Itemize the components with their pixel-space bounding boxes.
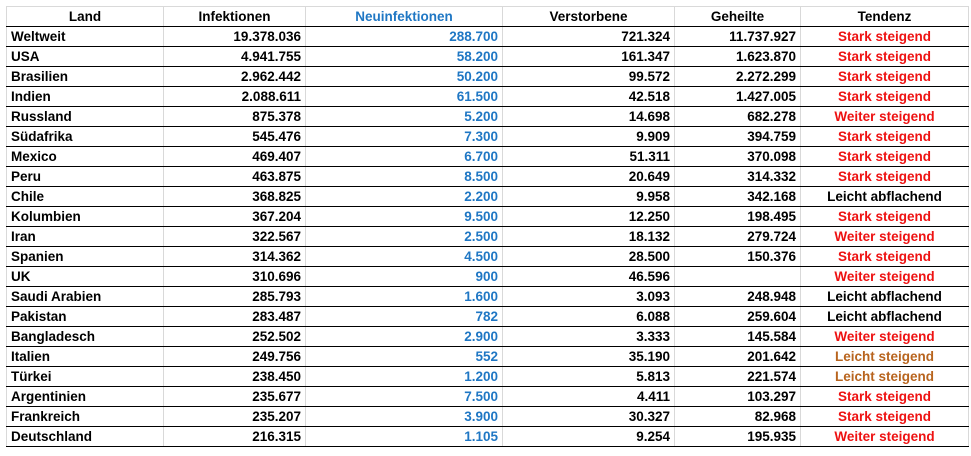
infektionen-cell: 875.378 — [164, 107, 306, 127]
table-row — [7, 127, 969, 147]
header-tendenz: Tendenz — [801, 7, 969, 27]
table-row — [7, 287, 969, 307]
neuinfektionen-cell: 7.500 — [306, 387, 503, 407]
neuinfektionen-cell: 1.105 — [306, 427, 503, 447]
neuinfektionen-cell: 552 — [306, 347, 503, 367]
country-cell: Russland — [7, 107, 164, 127]
verstorbene-cell: 9.958 — [503, 187, 675, 207]
neuinfektionen-cell: 50.200 — [306, 67, 503, 87]
verstorbene-cell: 46.596 — [503, 267, 675, 287]
verstorbene-cell: 18.132 — [503, 227, 675, 247]
table-row — [7, 227, 969, 247]
infektionen-cell: 367.204 — [164, 207, 306, 227]
neuinfektionen-cell: 900 — [306, 267, 503, 287]
verstorbene-cell: 721.324 — [503, 27, 675, 47]
verstorbene-cell: 99.572 — [503, 67, 675, 87]
tendenz-cell: Stark steigend — [801, 167, 969, 187]
tendenz-cell: Weiter steigend — [801, 267, 969, 287]
country-cell: Saudi Arabien — [7, 287, 164, 307]
table-row — [7, 367, 969, 387]
geheilte-cell: 82.968 — [675, 407, 801, 427]
infektionen-cell: 4.941.755 — [164, 47, 306, 67]
table-row — [7, 207, 969, 227]
verstorbene-cell: 14.698 — [503, 107, 675, 127]
geheilte-cell: 259.604 — [675, 307, 801, 327]
table-row — [7, 167, 969, 187]
geheilte-cell: 342.168 — [675, 187, 801, 207]
neuinfektionen-cell: 9.500 — [306, 207, 503, 227]
geheilte-cell: 221.574 — [675, 367, 801, 387]
tendenz-cell: Stark steigend — [801, 127, 969, 147]
verstorbene-cell: 42.518 — [503, 87, 675, 107]
neuinfektionen-cell: 58.200 — [306, 47, 503, 67]
infektionen-cell: 310.696 — [164, 267, 306, 287]
infektionen-cell: 19.378.036 — [164, 27, 306, 47]
tendenz-cell: Leicht abflachend — [801, 307, 969, 327]
country-cell: Brasilien — [7, 67, 164, 87]
country-cell: Peru — [7, 167, 164, 187]
table-row — [7, 107, 969, 127]
country-cell: Pakistan — [7, 307, 164, 327]
country-cell: USA — [7, 47, 164, 67]
tendenz-cell: Stark steigend — [801, 27, 969, 47]
geheilte-cell: 145.584 — [675, 327, 801, 347]
geheilte-cell: 11.737.927 — [675, 27, 801, 47]
infektionen-cell: 469.407 — [164, 147, 306, 167]
country-cell: Spanien — [7, 247, 164, 267]
header-infektionen: Infektionen — [164, 7, 306, 27]
verstorbene-cell: 161.347 — [503, 47, 675, 67]
geheilte-cell: 1.623.870 — [675, 47, 801, 67]
verstorbene-cell: 4.411 — [503, 387, 675, 407]
geheilte-cell: 150.376 — [675, 247, 801, 267]
neuinfektionen-cell: 4.500 — [306, 247, 503, 267]
geheilte-cell: 370.098 — [675, 147, 801, 167]
verstorbene-cell: 5.813 — [503, 367, 675, 387]
infektionen-cell: 283.487 — [164, 307, 306, 327]
geheilte-cell: 195.935 — [675, 427, 801, 447]
neuinfektionen-cell: 2.500 — [306, 227, 503, 247]
table-row — [7, 247, 969, 267]
country-cell: Kolumbien — [7, 207, 164, 227]
infektionen-cell: 235.207 — [164, 407, 306, 427]
table-row — [7, 87, 969, 107]
infektionen-cell: 252.502 — [164, 327, 306, 347]
table-row — [7, 327, 969, 347]
country-cell: Iran — [7, 227, 164, 247]
tendenz-cell: Leicht abflachend — [801, 287, 969, 307]
header-verstorbene: Verstorbene — [503, 7, 675, 27]
geheilte-cell: 394.759 — [675, 127, 801, 147]
header-geheilte: Geheilte — [675, 7, 801, 27]
infektionen-cell: 235.677 — [164, 387, 306, 407]
country-cell: Chile — [7, 187, 164, 207]
country-cell: Argentinien — [7, 387, 164, 407]
tendenz-cell: Weiter steigend — [801, 227, 969, 247]
table-row — [7, 67, 969, 87]
table-row — [7, 347, 969, 367]
geheilte-cell — [675, 267, 801, 287]
neuinfektionen-cell: 1.600 — [306, 287, 503, 307]
covid-statistics-table — [6, 6, 969, 447]
verstorbene-cell: 35.190 — [503, 347, 675, 367]
country-cell: Mexico — [7, 147, 164, 167]
country-cell: Italien — [7, 347, 164, 367]
tendenz-cell: Stark steigend — [801, 47, 969, 67]
neuinfektionen-cell: 1.200 — [306, 367, 503, 387]
infektionen-cell: 463.875 — [164, 167, 306, 187]
verstorbene-cell: 9.909 — [503, 127, 675, 147]
geheilte-cell: 248.948 — [675, 287, 801, 307]
country-cell: Südafrika — [7, 127, 164, 147]
tendenz-cell: Stark steigend — [801, 207, 969, 227]
table-row — [7, 27, 969, 47]
tendenz-cell: Leicht abflachend — [801, 187, 969, 207]
tendenz-cell: Stark steigend — [801, 387, 969, 407]
country-cell: Bangladesch — [7, 327, 164, 347]
tendenz-cell: Leicht steigend — [801, 347, 969, 367]
neuinfektionen-cell: 7.300 — [306, 127, 503, 147]
table-row — [7, 407, 969, 427]
tendenz-cell: Leicht steigend — [801, 367, 969, 387]
infektionen-cell: 2.088.611 — [164, 87, 306, 107]
tendenz-cell: Weiter steigend — [801, 107, 969, 127]
verstorbene-cell: 9.254 — [503, 427, 675, 447]
infektionen-cell: 368.825 — [164, 187, 306, 207]
geheilte-cell: 314.332 — [675, 167, 801, 187]
verstorbene-cell: 12.250 — [503, 207, 675, 227]
neuinfektionen-cell: 6.700 — [306, 147, 503, 167]
infektionen-cell: 285.793 — [164, 287, 306, 307]
verstorbene-cell: 3.093 — [503, 287, 675, 307]
tendenz-cell: Stark steigend — [801, 247, 969, 267]
geheilte-cell: 2.272.299 — [675, 67, 801, 87]
country-cell: Frankreich — [7, 407, 164, 427]
geheilte-cell: 279.724 — [675, 227, 801, 247]
neuinfektionen-cell: 2.200 — [306, 187, 503, 207]
infektionen-cell: 2.962.442 — [164, 67, 306, 87]
tendenz-cell: Weiter steigend — [801, 327, 969, 347]
country-cell: UK — [7, 267, 164, 287]
table-row — [7, 267, 969, 287]
verstorbene-cell: 28.500 — [503, 247, 675, 267]
table-row — [7, 427, 969, 447]
geheilte-cell: 1.427.005 — [675, 87, 801, 107]
infektionen-cell: 322.567 — [164, 227, 306, 247]
country-cell: Indien — [7, 87, 164, 107]
neuinfektionen-cell: 2.900 — [306, 327, 503, 347]
tendenz-cell: Weiter steigend — [801, 427, 969, 447]
verstorbene-cell: 30.327 — [503, 407, 675, 427]
verstorbene-cell: 3.333 — [503, 327, 675, 347]
table-row — [7, 47, 969, 67]
country-cell: Deutschland — [7, 427, 164, 447]
infektionen-cell: 545.476 — [164, 127, 306, 147]
infektionen-cell: 314.362 — [164, 247, 306, 267]
country-cell: Türkei — [7, 367, 164, 387]
neuinfektionen-cell: 288.700 — [306, 27, 503, 47]
table-row — [7, 147, 969, 167]
verstorbene-cell: 6.088 — [503, 307, 675, 327]
neuinfektionen-cell: 61.500 — [306, 87, 503, 107]
header-land: Land — [7, 7, 164, 27]
tendenz-cell: Stark steigend — [801, 407, 969, 427]
tendenz-cell: Stark steigend — [801, 67, 969, 87]
table-row — [7, 187, 969, 207]
geheilte-cell: 103.297 — [675, 387, 801, 407]
neuinfektionen-cell: 3.900 — [306, 407, 503, 427]
neuinfektionen-cell: 5.200 — [306, 107, 503, 127]
header-neuinfektionen: Neuinfektionen — [306, 7, 503, 27]
geheilte-cell: 201.642 — [675, 347, 801, 367]
table-row — [7, 387, 969, 407]
infektionen-cell: 249.756 — [164, 347, 306, 367]
infektionen-cell: 238.450 — [164, 367, 306, 387]
verstorbene-cell: 20.649 — [503, 167, 675, 187]
country-cell: Weltweit — [7, 27, 164, 47]
infektionen-cell: 216.315 — [164, 427, 306, 447]
verstorbene-cell: 51.311 — [503, 147, 675, 167]
neuinfektionen-cell: 782 — [306, 307, 503, 327]
table-header-row — [7, 7, 969, 27]
geheilte-cell: 682.278 — [675, 107, 801, 127]
table-row — [7, 307, 969, 327]
geheilte-cell: 198.495 — [675, 207, 801, 227]
tendenz-cell: Stark steigend — [801, 87, 969, 107]
tendenz-cell: Stark steigend — [801, 147, 969, 167]
neuinfektionen-cell: 8.500 — [306, 167, 503, 187]
